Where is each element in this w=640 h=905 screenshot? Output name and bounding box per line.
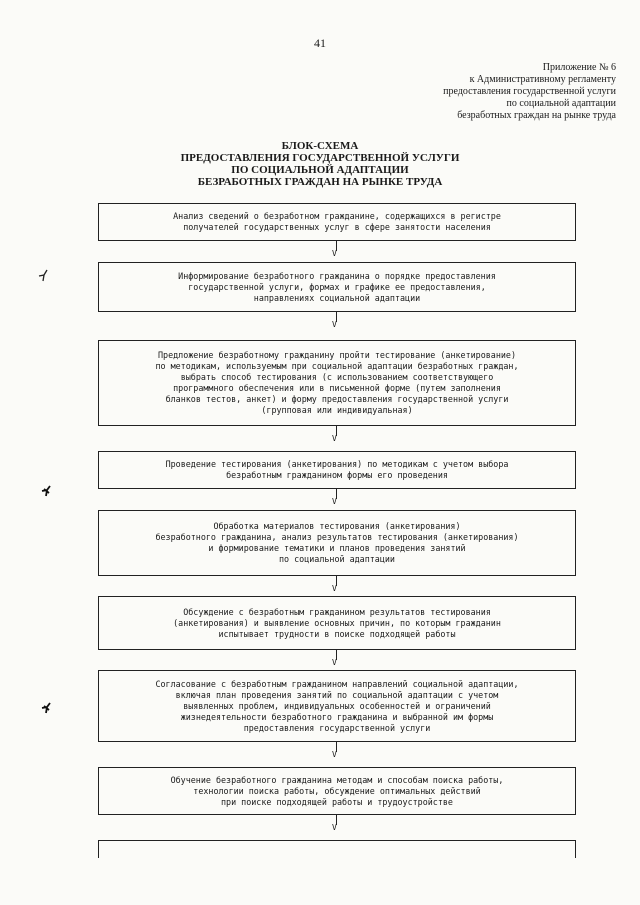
step-line: по методикам, используемым при социальной адаптации безработных граждан, [155,361,519,371]
step-line: Предложение безработному гражданину пройти тестирование (анкетирование) [158,350,516,360]
step-box-2 [98,262,576,312]
step-line: безработного гражданина, анализ результатов тестирования (анкетирования) [155,532,519,542]
step-line: направлениях социальной адаптации [253,292,421,303]
step-line: получателей государственных услуг в сфере занятости населения [183,222,491,232]
step-line: Обучение безработного гражданина методам и способам поиска работы, [170,774,504,785]
appendix-line: безработных граждан на рынке труда [457,110,616,121]
step-line: Информирование безработного гражданина о порядке предоставления [178,270,496,281]
arrow-head-icon: V [332,823,337,832]
step-line: Анализ сведений о безработном гражданине, содержащихся в регистре [173,211,501,221]
step-box-1 [98,203,576,241]
title-line: БЕЗРАБОТНЫХ ГРАЖДАН НА РЫНКЕ ТРУДА [197,176,443,188]
step-box-continued [98,840,576,858]
step-line: выявленных проблем, индивидуальных особенностей и ограничений [183,700,491,711]
step-box-4 [98,451,576,489]
arrow-head-icon: V [332,750,337,759]
step-line: выбрать способ тестирования (с использованием соответствующего [180,372,494,382]
page-number: 41 [314,36,326,50]
step-line: (групповая или индивидуальная) [261,405,413,415]
arrow-head-icon: V [332,497,337,506]
step-box-5 [98,510,576,576]
arrow-head-icon: V [332,320,337,329]
margin-check-mark-icon [38,268,54,282]
step-box-8 [98,767,576,815]
appendix-line: к Административному регламенту [469,74,616,85]
appendix-note [380,62,616,122]
step-line: испытывает трудности в поиске подходящей работы [218,628,456,639]
margin-check-mark-icon [40,701,56,715]
step-line: включая план проведения занятий по социальной адаптации с учетом [175,689,499,700]
title-line: ПО СОЦИАЛЬНОЙ АДАПТАЦИИ [231,164,409,176]
step-line: Обсуждение с безработным гражданином результатов тестирования [183,606,491,617]
step-line: программного обеспечения или в письменной форме (путем заполнения [173,383,501,393]
step-line: технологии поиска работы, обсуждение оптимальных действий [193,785,481,796]
step-line: (анкетирования) и выявление основных причин, по которым гражданин [173,617,501,628]
title-line: ПРЕДОСТАВЛЕНИЯ ГОСУДАРСТВЕННОЙ УСЛУГИ [180,152,460,164]
arrow-head-icon: V [332,249,337,258]
arrow-head-icon: V [332,584,337,593]
step-line: при поиске подходящей работы и трудоустройстве [221,796,453,807]
margin-check-mark-icon [40,484,56,498]
step-box-6 [98,596,576,650]
step-line: бланков тестов, анкет) и форму предоставления государственной услуги [165,394,509,404]
title-line: БЛОК-СХЕМА [281,140,359,152]
step-box-3 [98,340,576,426]
step-line: безработным гражданином формы его проведения [226,470,448,480]
step-box-7 [98,670,576,742]
appendix-line: Приложение № 6 [542,62,616,73]
arrow-head-icon: V [332,658,337,667]
step-line: и формирование тематики и планов проведения занятий [208,543,466,553]
step-line: Согласование с безработным гражданином направлений социальной адаптации, [155,678,519,689]
step-line: государственной услуги, формах и графике ее предоставления, [188,281,486,292]
step-line: Обработка материалов тестирования (анкетирования) [213,521,461,531]
step-line: предоставления государственной услуги [243,722,431,733]
appendix-line: предоставления государственной услуги [443,86,616,97]
appendix-line: по социальной адаптации [506,98,616,109]
step-line: жизнедеятельности безработного гражданина и выбранной им формы [180,711,494,722]
step-line: Проведение тестирования (анкетирования) по методикам с учетом выбора [165,459,509,469]
arrow-head-icon: V [332,434,337,443]
diagram-title [0,140,640,188]
step-line: по социальной адаптации [279,554,395,564]
